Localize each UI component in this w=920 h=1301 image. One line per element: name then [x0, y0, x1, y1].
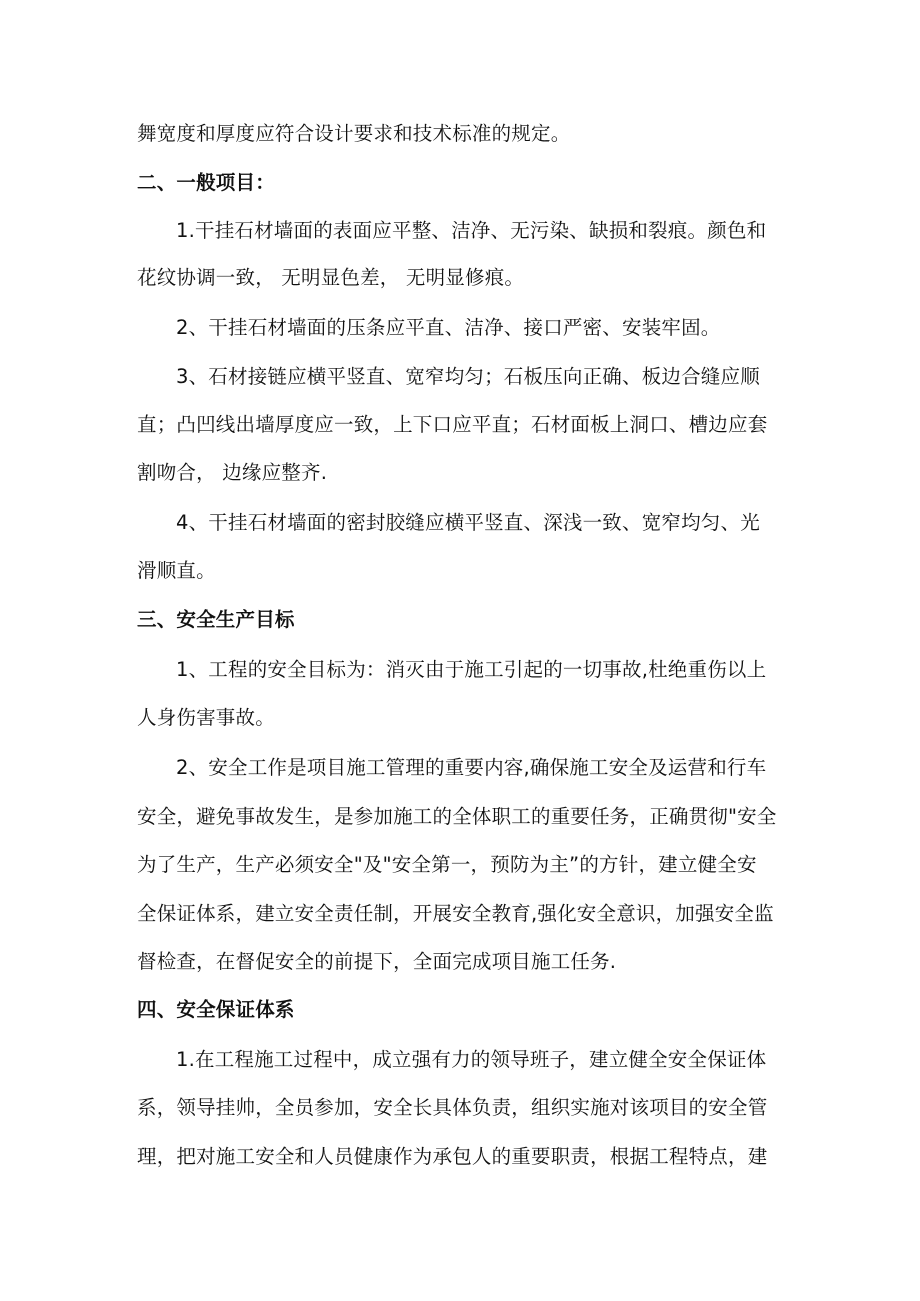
paragraph-line: 全保证体系，建立安全责任制，开展安全教育,强化安全意识，加强安全监	[137, 902, 774, 925]
paragraph-line: 理，把对施工安全和人员健康作为承包人的重要职责，根据工程特点，建	[137, 1145, 768, 1168]
paragraph-line: 1、工程的安全目标为：消灭由于施工引起的一切事故,杜绝重伤以上	[176, 658, 767, 681]
paragraph-line: 2、安全工作是项目施工管理的重要内容,确保施工安全及运营和行车	[176, 756, 767, 779]
paragraph-line: 4、干挂石材墙面的密封胶缝应横平竖直、深浅一致、宽窄均匀、光	[176, 511, 760, 534]
section-heading: 三、安全生产目标	[137, 608, 295, 631]
paragraph-line: 安全，避免事故发生，是参加施工的全体职工的重要任务，正确贯彻"安全	[137, 805, 777, 828]
paragraph-line: 人身伤害事故。	[137, 706, 275, 729]
paragraph-line: 系，领导挂帅，全员参加，安全长具体负责，组织实施对该项目的安全管	[137, 1096, 768, 1119]
paragraph-line: 为了生产，生产必须安全"及"安全第一，预防为主”的方针，建立健全安	[137, 853, 757, 876]
paragraph-line: 督检查，在督促安全的前提下，全面完成项目施工任务.	[137, 950, 617, 973]
paragraph-line: 3、石材接链应横平竖直、宽窄均匀；石板压向正确、板边合缝应顺	[176, 365, 760, 388]
paragraph-line: 舞宽度和厚度应符合设计要求和技术标准的规定。	[137, 122, 571, 145]
paragraph-line: 割吻合， 边缘应整齐.	[137, 461, 328, 484]
paragraph-line: 滑顺直。	[137, 559, 216, 582]
section-heading: 二、一般项目：	[137, 171, 275, 194]
paragraph-line: 1.在工程施工过程中，成立强有力的领导班子，建立健全安全保证体	[176, 1048, 767, 1071]
section-heading: 四、安全保证体系	[137, 998, 295, 1021]
paragraph-line: 2、干挂石材墙面的压条应平直、洁净、接口严密、安装牢固。	[176, 316, 721, 339]
paragraph-line: 花纹协调一致， 无明显色差， 无明显修痕。	[137, 266, 525, 289]
paragraph-line: 直；凸凹线出墙厚度应一致，上下口应平直；石材面板上洞口、槽边应套	[137, 413, 768, 436]
paragraph-line: 1.干挂石材墙面的表面应平整、洁净、无污染、缺损和裂痕。颜色和	[176, 219, 767, 242]
